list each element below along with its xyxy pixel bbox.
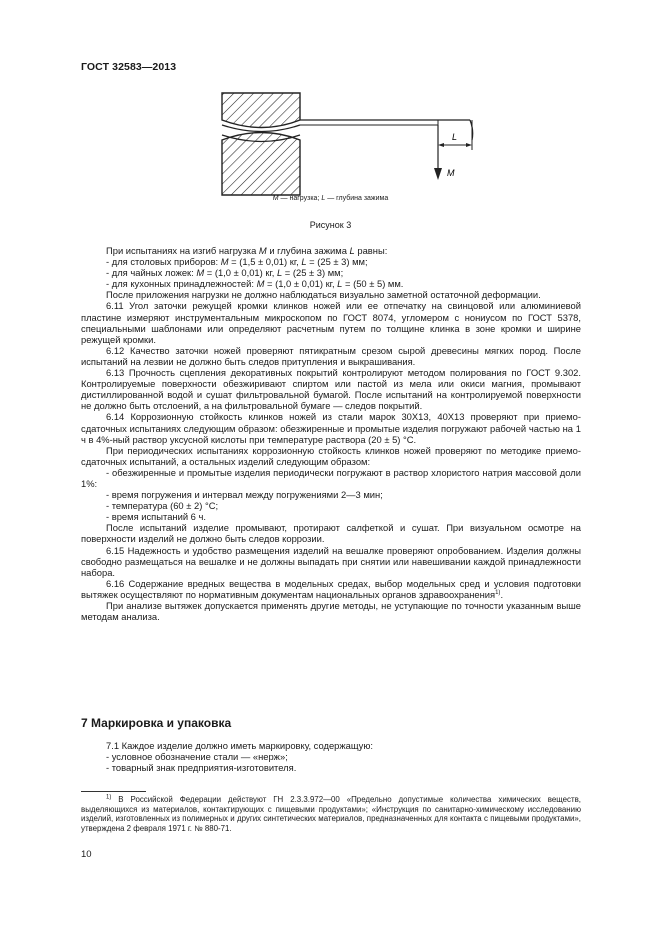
- load-arrow-head: [434, 168, 442, 180]
- list-item: - для кухонных принадлежностей: M = (1,0 ± 0,01) кг, L = (50 ± 5) мм.: [106, 278, 404, 290]
- paragraph-7-1: 7.1 Каждое изделие должно иметь маркировку, содержащую:: [106, 740, 374, 751]
- dim-arrow-right: [466, 143, 472, 147]
- list-item: - время испытаний 6 ч.: [106, 511, 206, 523]
- footnote: $^{1)}$ В Российской Федерации действуют ГН 2.3.3.972—00 «Предельно допустимые количества химических веществ, выделяющихся из материалов, контактирующих с пищевыми продуктами»; «Инструкция по санитарно-химическому исследованию изделий, изготовленных из полимерных и других синтетических материалов, предназначенных для контакта с пищевыми продуктами», утверждена 2 февраля 1971 г. № 880-71.: [81, 794, 581, 833]
- paragraph: При периодических испытаниях коррозионную стойкость клинков ножей проверяют по методике приемо-сдаточных испытаний, а остальных изделий следующим образом:: [81, 444, 581, 467]
- upper-clamp-jaw: [222, 93, 300, 128]
- paragraph-6-15: 6.15 Надежность и удобство размещения изделий на вешалке проверяют опробованием. Изделия должны свободно размещаться на вешалке и не должны выпадать при снятии или навешивании каждой принадлежности набора.: [81, 544, 581, 578]
- figure-3-diagram: [0, 0, 661, 240]
- footnote-ref: 1): [495, 589, 501, 596]
- list-item: - товарный знак предприятия-изготовителя.: [106, 762, 297, 774]
- paragraph-6-11: 6.11 Угол заточки режущей кромки клинков ножей или ее отпечатку на свинцовой или алюминиевой пластине измеряют инструментальным микроскопом по ГОСТ 8074, угломером с нониусом по ГОСТ 5378, специальными шаблонами или определяют расчетным путем по толщине клинка в зоне кромки и ширине режущей кромки.: [81, 300, 581, 345]
- section-title: 7 Маркировка и упаковка: [81, 716, 232, 730]
- figure-legend: [0, 195, 661, 202]
- list-item: - для столовых приборов: M = (1,5 ± 0,01) кг, L = (25 ± 3) мм;: [106, 256, 368, 268]
- paragraph-6-16: 6.16 Содержание вредных вещества в модельных средах, выбор модельных сред и условия подготовки вытяжек осуществляют по нормативным документам национальных органов здравоохранения$^{1)}$.: [81, 577, 581, 600]
- figure-caption: Рисунок 3: [309, 220, 352, 230]
- paragraph: - обезжиренные и промытые изделия периодически погружают в раствор хлористого натрия массовой доли 1%:: [81, 466, 581, 489]
- list-item: - температура (60 ± 2) °С;: [106, 500, 219, 512]
- document-header: ГОСТ 32583—2013: [81, 61, 177, 73]
- footnote-mark: 1): [106, 794, 112, 801]
- paragraph-6-12: 6.12 Качество заточки ножей проверяют пятикратным срезом сырой древесины мягких пород. После испытаний на лезвии не должно быть следов притупления и выкрашивания.: [81, 344, 581, 367]
- page-number: 10: [81, 849, 92, 860]
- body-text: [81, 245, 581, 622]
- paragraph-6-13: 6.13 Прочность сцепления декоративных покрытий контролируют методом полирования по ГОСТ 9.302. Контролируемые поверхности обезжиривают спиртом или пастой из мела или окиси магния, промывают дистиллированной водой и сушат фильтровальной бумагой. После испытаний на контролируемой поверхности не должно быть отслоений, а на фильтровальной бумаге — следов покрытий.: [81, 367, 581, 412]
- label-L: L: [452, 132, 458, 142]
- legend-l-text: — глубина зажима: [325, 195, 389, 202]
- label-M: M: [447, 168, 455, 178]
- legend-l-symbol: L: [321, 195, 326, 202]
- paragraph-load-intro: При испытаниях на изгиб нагрузка M и глубина зажима L равны:: [106, 245, 388, 256]
- dim-arrow-left: [438, 143, 444, 147]
- paragraph: При анализе вытяжек допускается применять другие методы, не уступающие по точности указанным выше методам анализа.: [81, 600, 581, 623]
- list-item: - условное обозначение стали — «нерж»;: [106, 751, 288, 763]
- footnote-separator: [81, 791, 146, 792]
- section-7-body: [81, 740, 581, 773]
- legend-m-symbol: M: [272, 195, 279, 202]
- paragraph: После приложения нагрузки не должно наблюдаться визуально заметной остаточной деформации.: [106, 289, 541, 301]
- list-item: - для чайных ложек: M = (1,0 ± 0,01) кг, L = (25 ± 3) мм;: [106, 267, 344, 279]
- paragraph-6-14: 6.14 Коррозионную стойкость клинков ножей из стали марок 30Х13, 40Х13 проверяют при приемо-сдаточных испытаниях следующим образом: обезжиренные и промытые изделия погружают рабочей частью на 1 ч в 4%-ный раствор уксусной кислоты при температуре раствора (20 ± 5) °С.: [81, 411, 581, 445]
- paragraph: После испытаний изделие промывают, протирают салфеткой и сушат. При визуальном осмотре на поверхности изделий не должно быть следов коррозии.: [81, 522, 581, 545]
- list-item: - время погружения и интервал между погружениями 2—3 мин;: [106, 489, 383, 501]
- legend-m-text: — нагрузка;: [278, 195, 322, 202]
